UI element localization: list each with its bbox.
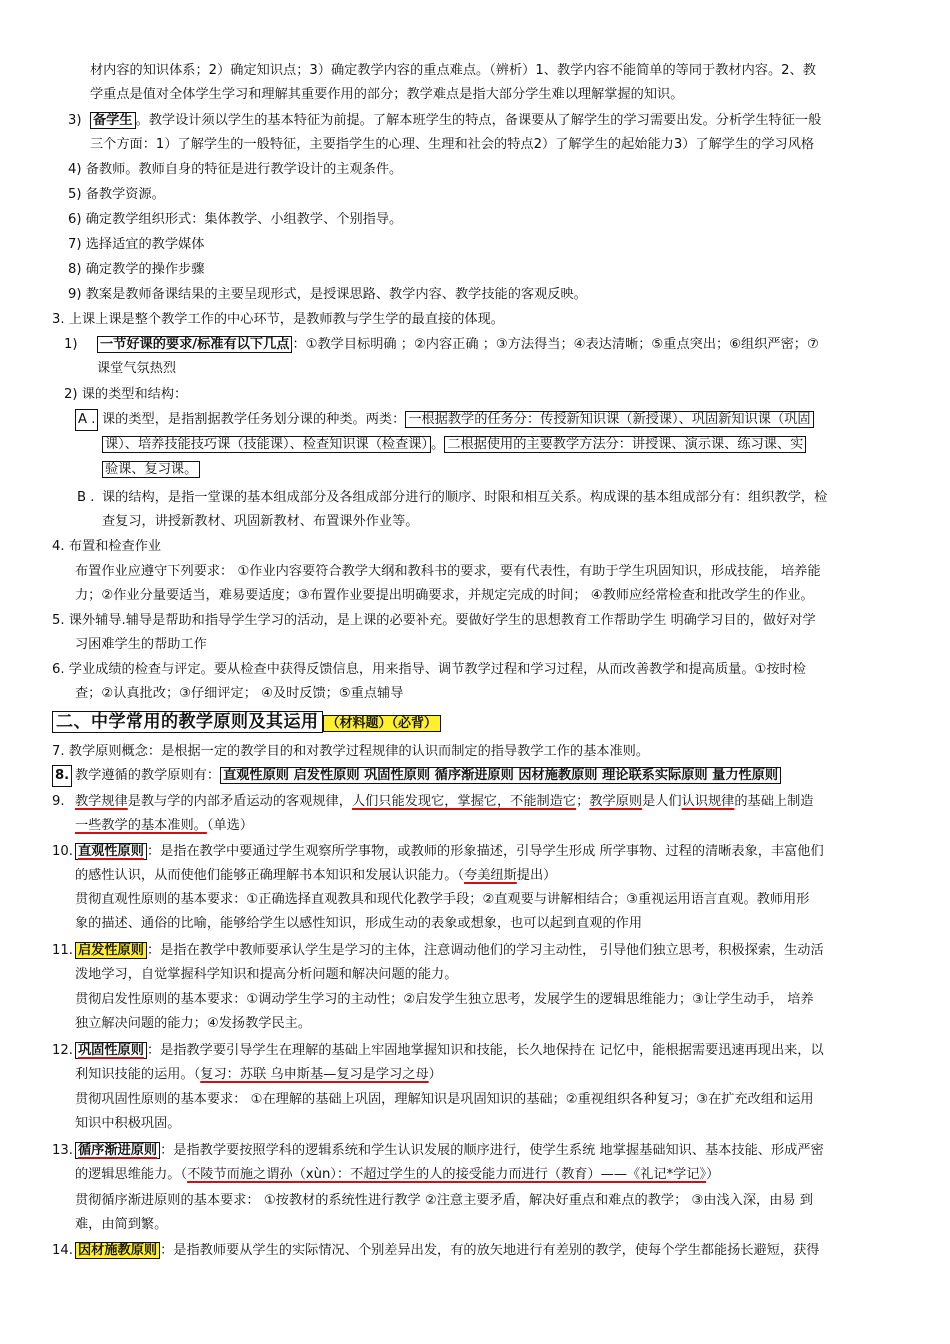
- item-number: 13.: [52, 1143, 73, 1158]
- item-number: 12.: [52, 1043, 73, 1058]
- boxed-principles-list: 直观性原则 启发性原则 巩固性原则 循序渐进原则 因材施教原则 理论联系实际原则 量力性原则: [220, 767, 781, 784]
- text-line: 贯彻循序渐进原则的基本要求： ①按教材的系统性进行教学 ②注意主要矛盾，解决好重点和难点的教学； ③由浅入深，由易 到: [75, 1193, 813, 1208]
- item-number: 8.: [52, 765, 72, 787]
- text-line: 教学规律是教与学的内部矛盾运动的客观规律，人们只能发现它，掌握它，不能制造它；教学原则是人们认识规律的基础上制造: [75, 794, 814, 809]
- text-line: 课）、培养技能技巧课（技能课）、检查知识课（检查课） 。 二根据使用的主要教学方法分：讲授课、演示课、练习课、实: [102, 434, 806, 456]
- boxed-category-by-method: 二根据使用的主要教学方法分：讲授课、演示课、练习课、实: [444, 436, 806, 453]
- text-line: 一节好课的要求/标准有以下几点 ：①教学目标明确 ；②内容正确 ；③方法得当；④表达清晰；⑤重点突出；⑥组织严密；⑦: [97, 334, 819, 356]
- list-item: 3. 上课上课是整个教学工作的中心环节，是教师教与学生学的最直接的体现。: [52, 312, 504, 327]
- list-item: 7. 教学原则概念：是根据一定的教学目的和对教学过程规律的认识而制定的指导教学工作的基本准则。: [52, 744, 650, 759]
- section-heading: 二、中学常用的教学原则及其运用 （材料题）（必背）: [52, 708, 441, 738]
- text-line: 教学遵循的教学原则有： 直观性原则 启发性原则 巩固性原则 循序渐进原则 因材施教原则 理论联系实际原则 量力性原则: [75, 765, 781, 787]
- list-item: 4. 布置和检查作业: [52, 539, 162, 554]
- boxed-category-by-task: 一根据教学的任务分：传授新知识课（新授课）、巩固新知识课（巩固: [405, 411, 813, 428]
- text-line: 课的结构，是指一堂课的基本组成部分及各组成部分进行的顺序、时限和相互关系。构成课的基本组成部分有：组织教学，检: [102, 490, 828, 505]
- label-b: B .: [77, 490, 95, 505]
- text-line: 象的描述、通俗的比喻，能够给学生以感性知识，形成生动的表象或想象，也可以起到直观的作用: [75, 916, 643, 931]
- list-item: 8) 确定教学的操作步骤: [68, 262, 205, 277]
- list-item: 5) 备教学资源。: [68, 187, 165, 202]
- text-line: 三个方面：1）了解学生的一般特征，主要指学生的心理、生理和社会的特点2）了解学生的起始能力3）了解学生的学习风格: [90, 137, 815, 152]
- list-item: 2) 课的类型和结构：: [64, 387, 188, 402]
- text-line: 力；②作业分量要适当，难易要适度；③布置作业要提出明确要求，并规定完成的时间； ④教师应经常检查和批改学生的作业。: [75, 588, 814, 603]
- boxed-term-gradual-principle: 循序渐进原则: [75, 1142, 160, 1159]
- text-line: 备学生 。教学设计须以学生的基本特征为前提。了解本班学生的特点，备课要从了解学生的学习需要出发。分析学生特征一般: [90, 110, 821, 132]
- text-line: 贯彻直观性原则的基本要求：①正确选择直观教具和现代化教学手段；②直观要与讲解相结合；③重视运用语言直观。教师用形: [75, 892, 810, 907]
- item-number: 9.: [52, 794, 65, 809]
- boxed-term-prepare-students: 备学生: [90, 112, 136, 129]
- text-line: 因材施教原则 ：是指教师要从学生的实际情况、个别差异出发，有的放矢地进行有差别的教学，使每个学生都能扬长避短，获得: [75, 1240, 820, 1262]
- boxed-term-consolidation-principle: 巩固性原则: [75, 1042, 147, 1059]
- text-line: 课的类型，是指割据教学任务划分课的种类。两类： 一根据教学的任务分：传授新知识课（新授课）、巩固新知识课（巩固: [102, 409, 814, 431]
- text-line: 贯彻巩固性原则的基本要求： ①在理解的基础上巩固，理解知识是巩固知识的基础；②重视组织各种复习；③在扩充改组和运用: [75, 1092, 814, 1107]
- list-item: 7) 选择适宜的教学媒体: [68, 237, 205, 252]
- text-line: 课堂气氛热烈: [97, 361, 177, 376]
- list-item: 4) 备教师。教师自身的特征是进行教学设计的主观条件。: [68, 162, 403, 177]
- text-line: 循序渐进原则 ：是指教学要按照学科的逻辑系统和学生认识发展的顺序进行，使学生系统 地掌握基础知识、基本技能、形成严密: [75, 1140, 824, 1162]
- text-line: 一些教学的基本准则。（单选）: [75, 818, 254, 833]
- label-a: A .: [75, 409, 98, 431]
- text-line: 泼地学习，自觉掌握科学知识和提高分析问题和解决问题的能力。: [75, 967, 458, 982]
- boxed-category-by-method-cont: 验课、复习课。: [102, 461, 200, 478]
- item-number: 10.: [52, 844, 73, 859]
- text-line: 的感性认识，从而使他们能够正确理解书本知识和发展认识能力。（夸美纽斯提出）: [75, 868, 557, 883]
- text-line: 材内容的知识体系；2）确定知识点；3）确定教学内容的重点难点。（辨析）1、教学内容不能简单的等同于教材内容。2、教: [90, 63, 816, 78]
- text-line: 难，由简到繁。: [75, 1217, 168, 1232]
- boxed-term-good-lesson: 一节好课的要求/标准有以下几点: [97, 336, 292, 353]
- highlight-tag: （材料题）（必背）: [323, 715, 442, 732]
- boxed-category-by-task-cont: 课）、培养技能技巧课（技能课）、检查知识课（检查课）: [102, 436, 431, 453]
- text-line: 知识中积极巩固。: [75, 1116, 181, 1131]
- list-item: 5. 课外辅导.辅导是帮助和指导学生学习的活动，是上课的必要补充。要做好学生的思想教育工作帮助学生 明确学习目的，做好对学: [52, 613, 816, 628]
- item-number: 3): [68, 113, 82, 128]
- text-line: 习困难学生的帮助工作: [75, 637, 207, 652]
- text-line: 巩固性原则 ：是指教学要引导学生在理解的基础上牢固地掌握知识和技能，长久地保持在 记忆中，能根据需要迅速再现出来，以: [75, 1040, 824, 1062]
- text-line: 利知识技能的运用。（复习：苏联 乌申斯基—复习是学习之母）: [75, 1067, 442, 1082]
- text-line: 查复习，讲授新教材、巩固新教材、布置课外作业等。: [102, 514, 419, 529]
- text-line: 学重点是值对全体学生学习和理解其重要作用的部分；教学难点是指大部分学生难以理解掌握的知识。: [90, 87, 684, 102]
- text-line: 独立解决问题的能力；④发扬教学民主。: [75, 1016, 312, 1031]
- item-number: 1): [64, 337, 78, 352]
- item-number: 11.: [52, 943, 73, 958]
- text-line: 启发性原则 ：是指在教学中教师要承认学生是学习的主体，注意调动他们的学习主动性， 引导他们独立思考，积极探索，生动活: [75, 940, 824, 962]
- boxed-term-heuristic-principle: 启发性原则: [75, 942, 147, 959]
- text-line: 贯彻启发性原则的基本要求：①调动学生学习的主动性；②启发学生独立思考，发展学生的逻辑思维能力；③让学生动手， 培养: [75, 992, 814, 1007]
- boxed-term-individualized-principle: 因材施教原则: [75, 1242, 160, 1259]
- text-line: [102, 459, 200, 481]
- list-item: 9) 教案是教师备课结果的主要呈现形式，是授课思路、教学内容、教学技能的客观反映。: [68, 287, 587, 302]
- text-line: 查；②认真批改；③仔细评定； ④及时反馈；⑤重点辅导: [75, 686, 404, 701]
- list-item: 6. 学业成绩的检查与评定。要从检查中获得反馈信息，用来指导、调节教学过程和学习过程，从而改善教学和提高质量。①按时检: [52, 662, 806, 677]
- text-line: 直观性原则 ：是指在教学中要通过学生观察所学事物，或教师的形象描述，引导学生形成 所学事物、过程的清晰表象，丰富他们: [75, 841, 824, 863]
- list-item: 6) 确定教学组织形式：集体教学、小组教学、个别指导。: [68, 212, 403, 227]
- boxed-term-intuitive-principle: 直观性原则: [75, 843, 147, 860]
- item-number: 14.: [52, 1243, 73, 1258]
- text-line: 布置作业应遵守下列要求： ①作业内容要符合教学大纲和教科书的要求，要有代表性，有助于学生巩固知识，形成技能， 培养能: [75, 564, 821, 579]
- text-line: 的逻辑思维能力。（不陵节而施之谓孙（xùn）：不超过学生的人的接受能力而进行（教育）——《礼记*学记》）: [75, 1167, 720, 1182]
